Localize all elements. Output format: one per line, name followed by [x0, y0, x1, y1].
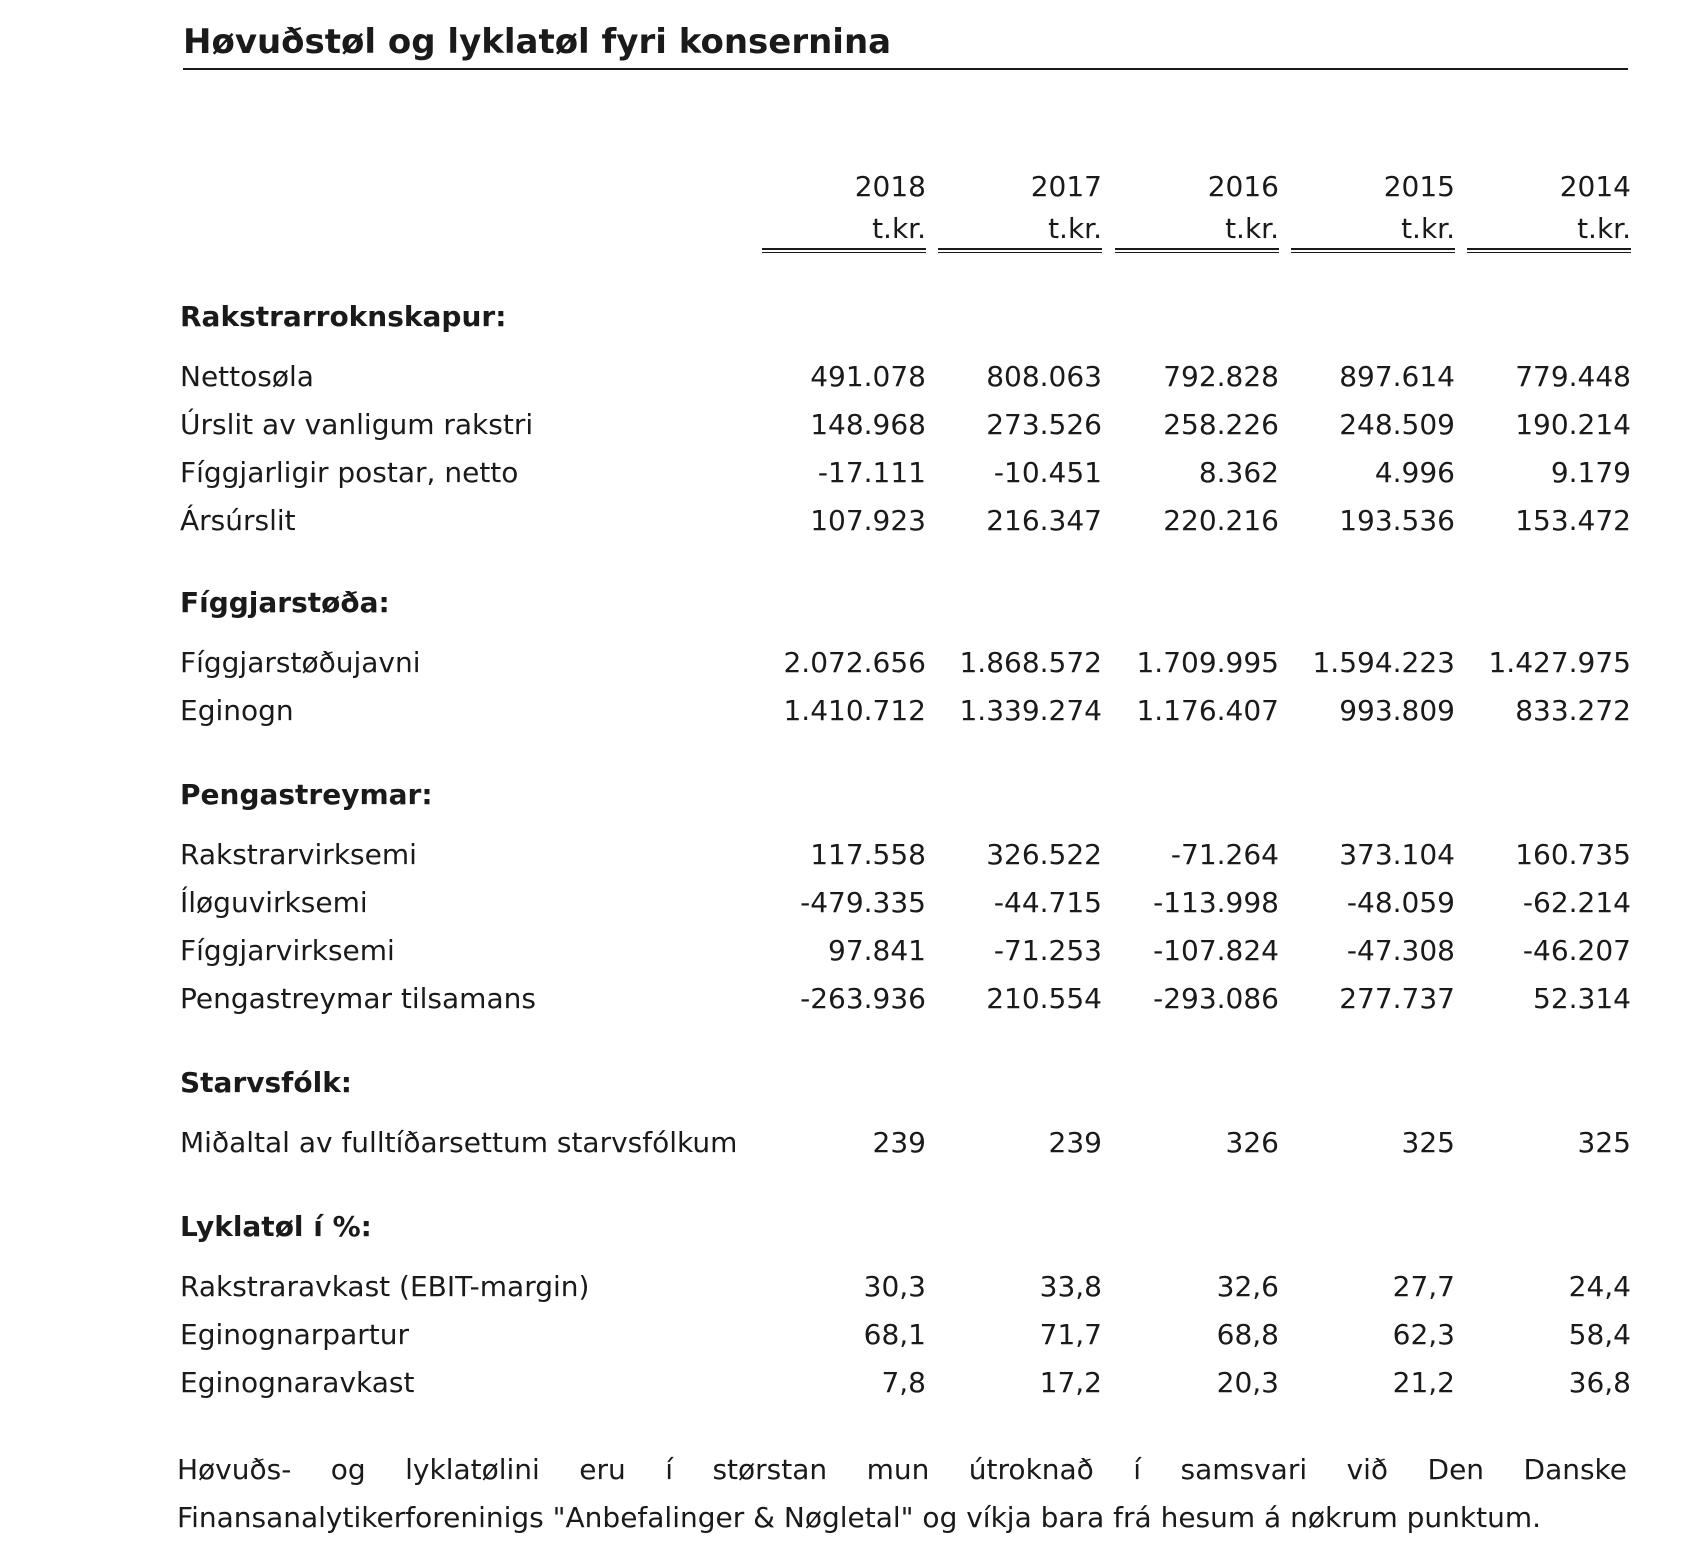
- table-row: [0, 934, 1708, 970]
- table-row: [0, 694, 1708, 730]
- table-cell: 71,7: [1039, 1318, 1102, 1351]
- table-cell: 4.996: [1374, 456, 1455, 489]
- table-cell: 58,4: [1568, 1318, 1631, 1351]
- table-cell: -107.824: [1153, 934, 1279, 967]
- table-row: [0, 886, 1708, 922]
- table-cell: -263.936: [800, 982, 926, 1015]
- table-cell: 36,8: [1568, 1366, 1631, 1399]
- table-cell: 326: [1225, 1126, 1279, 1159]
- column-unit: t.kr.: [1577, 212, 1631, 245]
- table-cell: -46.207: [1522, 934, 1631, 967]
- table-cell: -17.111: [817, 456, 926, 489]
- table-cell: 1.427.975: [1488, 646, 1631, 679]
- table-cell: 68,1: [863, 1318, 926, 1351]
- column-year: 2016: [1207, 170, 1279, 203]
- column-header-1: [938, 170, 1102, 248]
- table-cell: 277.737: [1339, 982, 1455, 1015]
- table-cell: 1.339.274: [959, 694, 1102, 727]
- table-cell: 325: [1577, 1126, 1631, 1159]
- table-cell: 24,4: [1568, 1270, 1631, 1303]
- table-cell: 148.968: [810, 408, 926, 441]
- column-year: 2015: [1383, 170, 1455, 203]
- table-cell: 1.176.407: [1136, 694, 1279, 727]
- table-cell: -62.214: [1522, 886, 1631, 919]
- column-header-rule: [1467, 248, 1631, 250]
- table-cell: -71.264: [1170, 838, 1279, 871]
- table-cell: 7,8: [881, 1366, 926, 1399]
- column-header-0: [762, 170, 926, 248]
- table-cell: 62,3: [1392, 1318, 1455, 1351]
- column-unit: t.kr.: [1048, 212, 1102, 245]
- column-year: 2014: [1559, 170, 1631, 203]
- column-header-2: [1115, 170, 1279, 248]
- table-row: [0, 456, 1708, 492]
- table-cell: 248.509: [1339, 408, 1455, 441]
- section-title: Lyklatøl í %:: [180, 1210, 372, 1243]
- row-label: Eginogn: [180, 694, 294, 727]
- table-row: [0, 1318, 1708, 1354]
- table-cell: -113.998: [1153, 886, 1279, 919]
- table-cell: 239: [872, 1126, 926, 1159]
- table-cell: 68,8: [1216, 1318, 1279, 1351]
- column-header-rule: [1291, 252, 1455, 253]
- column-header-rule: [938, 248, 1102, 250]
- row-label: Íløguvirksemi: [180, 886, 368, 919]
- table-cell: 220.216: [1163, 504, 1279, 537]
- column-unit: t.kr.: [872, 212, 926, 245]
- section-title: Starvsfólk:: [180, 1066, 353, 1099]
- table-row: [0, 1126, 1708, 1162]
- row-label: Nettosøla: [180, 360, 314, 393]
- table-cell: 21,2: [1392, 1366, 1455, 1399]
- table-cell: -44.715: [993, 886, 1102, 919]
- section-title: Rakstrarroknskapur:: [180, 300, 507, 333]
- column-header-rule: [1115, 252, 1279, 253]
- row-label: Ársúrslit: [180, 504, 296, 537]
- row-label: Miðaltal av fulltíðarsettum starvsfólkum: [180, 1126, 738, 1159]
- row-label: Úrslit av vanligum rakstri: [180, 408, 534, 441]
- table-cell: 325: [1401, 1126, 1455, 1159]
- table-cell: -293.086: [1153, 982, 1279, 1015]
- table-cell: 30,3: [863, 1270, 926, 1303]
- table-cell: 993.809: [1339, 694, 1455, 727]
- column-header-rule: [762, 252, 926, 253]
- column-header-rule: [938, 252, 1102, 253]
- table-cell: 97.841: [828, 934, 926, 967]
- table-cell: 32,6: [1216, 1270, 1279, 1303]
- table-cell: 779.448: [1515, 360, 1631, 393]
- table-cell: 17,2: [1039, 1366, 1102, 1399]
- table-cell: 8.362: [1198, 456, 1279, 489]
- row-label: Eginognarpartur: [180, 1318, 409, 1351]
- page-title: Høvuðstøl og lyklatøl fyri konsernina: [183, 22, 892, 62]
- table-cell: 792.828: [1163, 360, 1279, 393]
- column-header-rule: [1115, 248, 1279, 250]
- table-row: [0, 504, 1708, 540]
- table-cell: 27,7: [1392, 1270, 1455, 1303]
- column-unit: t.kr.: [1401, 212, 1455, 245]
- table-cell: 190.214: [1515, 408, 1631, 441]
- table-cell: 1.410.712: [783, 694, 926, 727]
- row-label: Fíggjarstøðujavni: [180, 646, 421, 679]
- table-cell: 833.272: [1515, 694, 1631, 727]
- table-cell: 216.347: [986, 504, 1102, 537]
- table-cell: 2.072.656: [783, 646, 926, 679]
- column-header-rule: [762, 248, 926, 250]
- table-cell: 373.104: [1339, 838, 1455, 871]
- table-cell: 117.558: [810, 838, 926, 871]
- row-label: Eginognaravkast: [180, 1366, 415, 1399]
- table-cell: -479.335: [800, 886, 926, 919]
- column-unit: t.kr.: [1225, 212, 1279, 245]
- table-cell: 160.735: [1515, 838, 1631, 871]
- table-cell: 1.709.995: [1136, 646, 1279, 679]
- table-cell: 153.472: [1515, 504, 1631, 537]
- section-title: Pengastreymar:: [180, 778, 433, 811]
- column-year: 2017: [1030, 170, 1102, 203]
- table-cell: 326.522: [986, 838, 1102, 871]
- column-header-3: [1291, 170, 1455, 248]
- row-label: Pengastreymar tilsamans: [180, 982, 536, 1015]
- table-row: [0, 838, 1708, 874]
- table-row: [0, 360, 1708, 396]
- row-label: Fíggjarligir postar, netto: [180, 456, 519, 489]
- row-label: Rakstraravkast (EBIT-margin): [180, 1270, 590, 1303]
- table-cell: 239: [1048, 1126, 1102, 1159]
- table-cell: 1.594.223: [1312, 646, 1455, 679]
- title-underline: [183, 68, 1628, 70]
- column-header-rule: [1467, 252, 1631, 253]
- table-row: [0, 982, 1708, 1018]
- table-row: [0, 1270, 1708, 1306]
- table-cell: 808.063: [986, 360, 1102, 393]
- table-row: [0, 646, 1708, 682]
- row-label: Rakstrarvirksemi: [180, 838, 417, 871]
- table-cell: 20,3: [1216, 1366, 1279, 1399]
- table-cell: 210.554: [986, 982, 1102, 1015]
- column-header-4: [1467, 170, 1631, 248]
- table-cell: 52.314: [1533, 982, 1631, 1015]
- table-cell: 107.923: [810, 504, 926, 537]
- footnote: Høvuðs- og lyklatølini eru í størstan mun útroknað í samsvari við Den Danske Finansanalytikerforeninigs "Anbefalinger & Nøgletal" og víkja bara frá hesum á nøkrum punktum.: [177, 1453, 1627, 1534]
- table-cell: 258.226: [1163, 408, 1279, 441]
- column-header-rule: [1291, 248, 1455, 250]
- table-cell: -48.059: [1346, 886, 1455, 919]
- table-cell: 193.536: [1339, 504, 1455, 537]
- table-cell: 491.078: [810, 360, 926, 393]
- section-title: Fíggjarstøða:: [180, 586, 390, 619]
- table-cell: -47.308: [1346, 934, 1455, 967]
- table-cell: 9.179: [1550, 456, 1631, 489]
- row-label: Fíggjarvirksemi: [180, 934, 395, 967]
- table-cell: -71.253: [993, 934, 1102, 967]
- table-cell: 897.614: [1339, 360, 1455, 393]
- table-row: [0, 408, 1708, 444]
- table-cell: 273.526: [986, 408, 1102, 441]
- table-cell: -10.451: [993, 456, 1102, 489]
- table-row: [0, 1366, 1708, 1402]
- table-cell: 33,8: [1039, 1270, 1102, 1303]
- table-cell: 1.868.572: [959, 646, 1102, 679]
- column-year: 2018: [854, 170, 926, 203]
